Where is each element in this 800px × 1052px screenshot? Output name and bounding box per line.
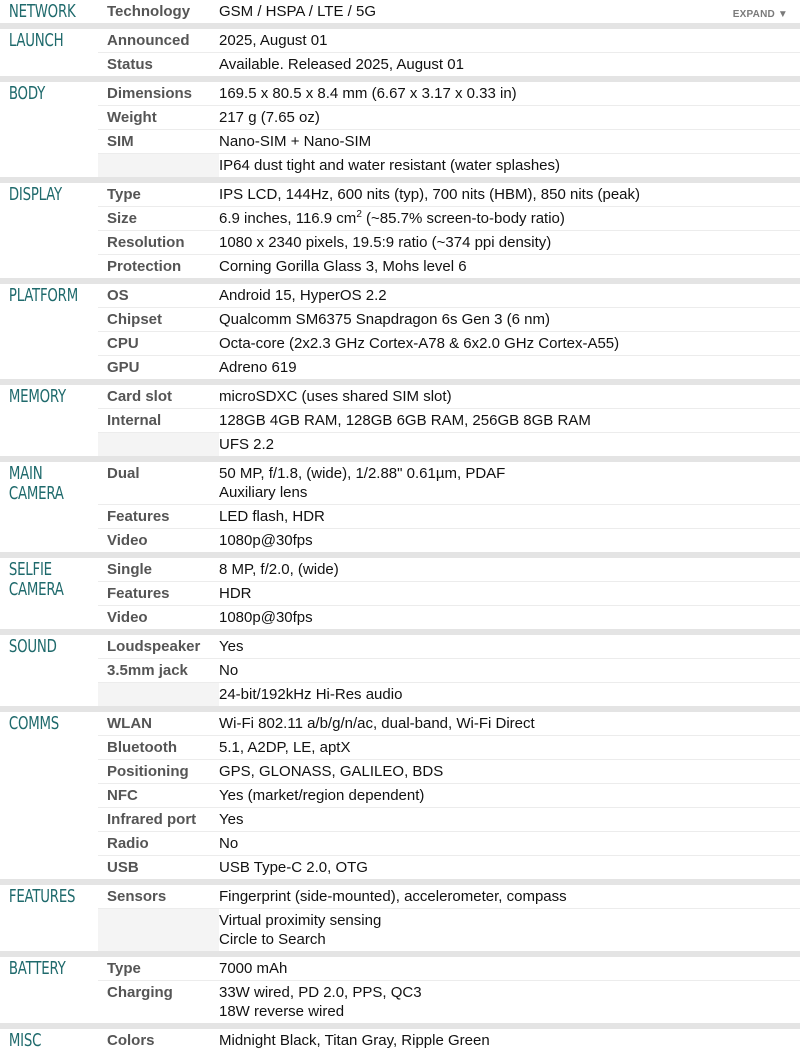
spec-row (98, 635, 800, 658)
spec-label[interactable]: Weight (107, 109, 157, 126)
spec-label[interactable]: Radio (107, 835, 149, 852)
spec-row (98, 29, 800, 52)
section-title[interactable]: MEMORY (8, 386, 66, 407)
spec-value: No (219, 835, 239, 852)
spec-row (98, 658, 800, 682)
spec-value: Nano-SIM + Nano-SIM (219, 133, 372, 150)
spec-value: Octa-core (2x2.3 GHz Cortex-A78 & 6x2.0 GHz Cortex-A55) (219, 335, 620, 352)
spec-row (98, 980, 800, 1023)
spec-value: Corning Gorilla Glass 3, Mohs level 6 (219, 258, 467, 275)
spec-row (98, 385, 800, 408)
section-rows (98, 885, 800, 951)
spec-section (0, 23, 800, 76)
spec-label[interactable]: WLAN (107, 715, 152, 732)
spec-row (98, 682, 800, 706)
spec-row (98, 735, 800, 759)
spec-value: 1080 x 2340 pixels, 19.5:9 ratio (~374 ppi density) (219, 234, 552, 251)
spec-label[interactable]: Infrared port (107, 811, 197, 828)
spec-row (98, 558, 800, 581)
spec-row (98, 254, 800, 278)
spec-label[interactable]: Technology (107, 3, 191, 20)
spec-row (98, 885, 800, 908)
section-rows (98, 462, 800, 552)
spec-section (0, 177, 800, 278)
section-rows (98, 82, 800, 177)
spec-value: Fingerprint (side-mounted), accelerometer, compass (219, 888, 567, 905)
spec-section (0, 951, 800, 1023)
spec-label[interactable]: Internal (107, 412, 162, 429)
section-rows (98, 558, 800, 629)
spec-label[interactable]: Single (107, 561, 153, 578)
section-title[interactable]: BATTERY (8, 958, 66, 979)
spec-value: LED flash, HDR (219, 508, 325, 525)
spec-row (98, 831, 800, 855)
spec-row (98, 759, 800, 783)
spec-row (98, 807, 800, 831)
spec-row (98, 105, 800, 129)
spec-section (0, 629, 800, 706)
spec-label[interactable]: Chipset (107, 311, 163, 328)
spec-value: Virtual proximity sensing Circle to Search (219, 912, 382, 948)
spec-row (98, 183, 800, 206)
spec-value: HDR (219, 585, 252, 602)
section-title[interactable]: DISPLAY (8, 184, 62, 205)
section-rows (98, 29, 800, 76)
spec-value: Midnight Black, Titan Gray, Ripple Green (219, 1032, 490, 1049)
spec-row (98, 957, 800, 980)
spec-row (98, 52, 800, 76)
section-rows (98, 957, 800, 1023)
spec-label[interactable]: Bluetooth (107, 739, 177, 756)
spec-row (98, 581, 800, 605)
spec-value: 50 MP, f/1.8, (wide), 1/2.88" 0.61µm, PDAF Auxiliary lens (219, 465, 506, 501)
spec-value: GSM / HSPA / LTE / 5G (219, 3, 376, 20)
spec-label[interactable]: NFC (107, 787, 138, 804)
spec-row (98, 462, 800, 504)
spec-row (98, 230, 800, 254)
section-title[interactable]: BODY (8, 83, 46, 104)
spec-row (98, 432, 800, 456)
spec-value: Adreno 619 (219, 359, 297, 376)
spec-label[interactable]: Resolution (107, 234, 185, 251)
spec-label[interactable]: 3.5mm jack (107, 662, 188, 679)
spec-value: Qualcomm SM6375 Snapdragon 6s Gen 3 (6 nm) (219, 311, 551, 328)
spec-row (98, 284, 800, 307)
spec-value: 1080p@30fps (219, 609, 313, 626)
section-title[interactable]: MISC (8, 1030, 42, 1051)
spec-row (98, 408, 800, 432)
spec-row (98, 504, 800, 528)
spec-label[interactable]: Positioning (107, 763, 189, 780)
spec-label[interactable]: Type (107, 960, 141, 977)
spec-value: 1080p@30fps (219, 532, 313, 549)
spec-row (98, 206, 800, 230)
section-title[interactable]: PLATFORM (8, 285, 78, 306)
spec-label[interactable]: Status (107, 56, 153, 73)
spec-label (98, 154, 219, 177)
section-title[interactable]: SOUND (8, 636, 57, 657)
spec-label (98, 433, 219, 456)
spec-row (98, 129, 800, 153)
section-rows (98, 284, 800, 379)
spec-section (0, 879, 800, 951)
spec-row (98, 0, 800, 23)
spec-value: 6.9 inches, 116.9 $cm^2$ (~85.7% screen-to-body ratio) (219, 209, 565, 227)
spec-value: 169.5 x 80.5 x 8.4 mm (6.67 x 3.17 x 0.33 in) (219, 85, 517, 102)
spec-value: IPS LCD, 144Hz, 600 nits (typ), 700 nits (HBM), 850 nits (peak) (219, 186, 641, 203)
spec-row (98, 783, 800, 807)
spec-label[interactable]: Features (107, 585, 170, 602)
spec-section (0, 456, 800, 552)
spec-value: 33W wired, PD 2.0, PPS, QC3 18W reverse wired (219, 984, 422, 1020)
spec-value: UFS 2.2 (219, 436, 275, 453)
spec-label (98, 909, 219, 951)
spec-value: Yes (219, 638, 244, 655)
spec-label[interactable]: USB (107, 859, 139, 876)
section-rows (98, 183, 800, 278)
spec-label[interactable]: Sensors (107, 888, 167, 905)
spec-value: No (219, 662, 239, 679)
spec-row (98, 307, 800, 331)
spec-value: GPS, GLONASS, GALILEO, BDS (219, 763, 444, 780)
spec-section (0, 1023, 800, 1052)
spec-section (0, 552, 800, 629)
spec-value: Available. Released 2025, August 01 (219, 56, 464, 73)
section-rows (98, 712, 800, 879)
spec-value: 24-bit/192kHz Hi-Res audio (219, 686, 403, 703)
spec-row (98, 712, 800, 735)
spec-label[interactable]: Loudspeaker (107, 638, 201, 655)
spec-label[interactable]: OS (107, 287, 129, 304)
spec-label[interactable]: GPU (107, 359, 140, 376)
spec-value: microSDXC (uses shared SIM slot) (219, 388, 452, 405)
spec-value: Wi-Fi 802.11 a/b/g/n/ac, dual-band, Wi-Fi Direct (219, 715, 535, 732)
spec-section (0, 278, 800, 379)
spec-value: USB Type-C 2.0, OTG (219, 859, 368, 876)
spec-value: IP64 dust tight and water resistant (water splashes) (219, 157, 561, 174)
spec-row (98, 355, 800, 379)
spec-label[interactable]: Protection (107, 258, 182, 275)
spec-value: 217 g (7.65 oz) (219, 109, 320, 126)
spec-label[interactable]: Announced (107, 32, 190, 49)
section-title[interactable]: SELFIE CAMERA (8, 559, 64, 600)
spec-row (98, 331, 800, 355)
spec-label[interactable]: Features (107, 508, 170, 525)
spec-label[interactable]: Charging (107, 984, 173, 1001)
section-title[interactable]: FEATURES (8, 886, 76, 907)
spec-row (98, 855, 800, 879)
spec-label (98, 683, 219, 706)
spec-row (98, 528, 800, 552)
spec-value: 7000 mAh (219, 960, 288, 977)
spec-row (98, 605, 800, 629)
section-title[interactable]: NETWORK (8, 1, 76, 22)
spec-label[interactable]: CPU (107, 335, 139, 352)
spec-value: 2025, August 01 (219, 32, 328, 49)
spec-row (98, 153, 800, 177)
section-title[interactable]: COMMS (8, 713, 60, 734)
section-rows (98, 385, 800, 456)
section-title[interactable]: LAUNCH (8, 30, 64, 51)
spec-value: Yes (market/region dependent) (219, 787, 425, 804)
section-rows (98, 0, 800, 23)
spec-section (0, 706, 800, 879)
spec-label[interactable]: Video (107, 532, 148, 549)
section-rows (98, 635, 800, 706)
spec-label[interactable]: Video (107, 609, 148, 626)
spec-value: Android 15, HyperOS 2.2 (219, 287, 387, 304)
spec-row (98, 82, 800, 105)
spec-label[interactable]: Dual (107, 465, 140, 482)
section-rows (98, 1029, 800, 1052)
spec-label[interactable]: SIM (107, 133, 134, 150)
spec-value: Yes (219, 811, 244, 828)
spec-section (0, 379, 800, 456)
spec-section (0, 0, 800, 23)
spec-label[interactable]: Size (107, 210, 138, 227)
spec-value: 128GB 4GB RAM, 128GB 6GB RAM, 256GB 8GB RAM (219, 412, 591, 429)
spec-value: 8 MP, f/2.0, (wide) (219, 561, 339, 578)
spec-label[interactable]: Dimensions (107, 85, 193, 102)
expand-button[interactable]: EXPAND ▼ (732, 9, 788, 20)
spec-row (98, 908, 800, 951)
spec-label[interactable]: Card slot (107, 388, 173, 405)
spec-label[interactable]: Colors (107, 1032, 155, 1049)
spec-row (98, 1029, 800, 1052)
spec-value: 5.1, A2DP, LE, aptX (219, 739, 351, 756)
spec-label[interactable]: Type (107, 186, 141, 203)
spec-section (0, 76, 800, 177)
section-title[interactable]: MAIN CAMERA (8, 463, 64, 504)
